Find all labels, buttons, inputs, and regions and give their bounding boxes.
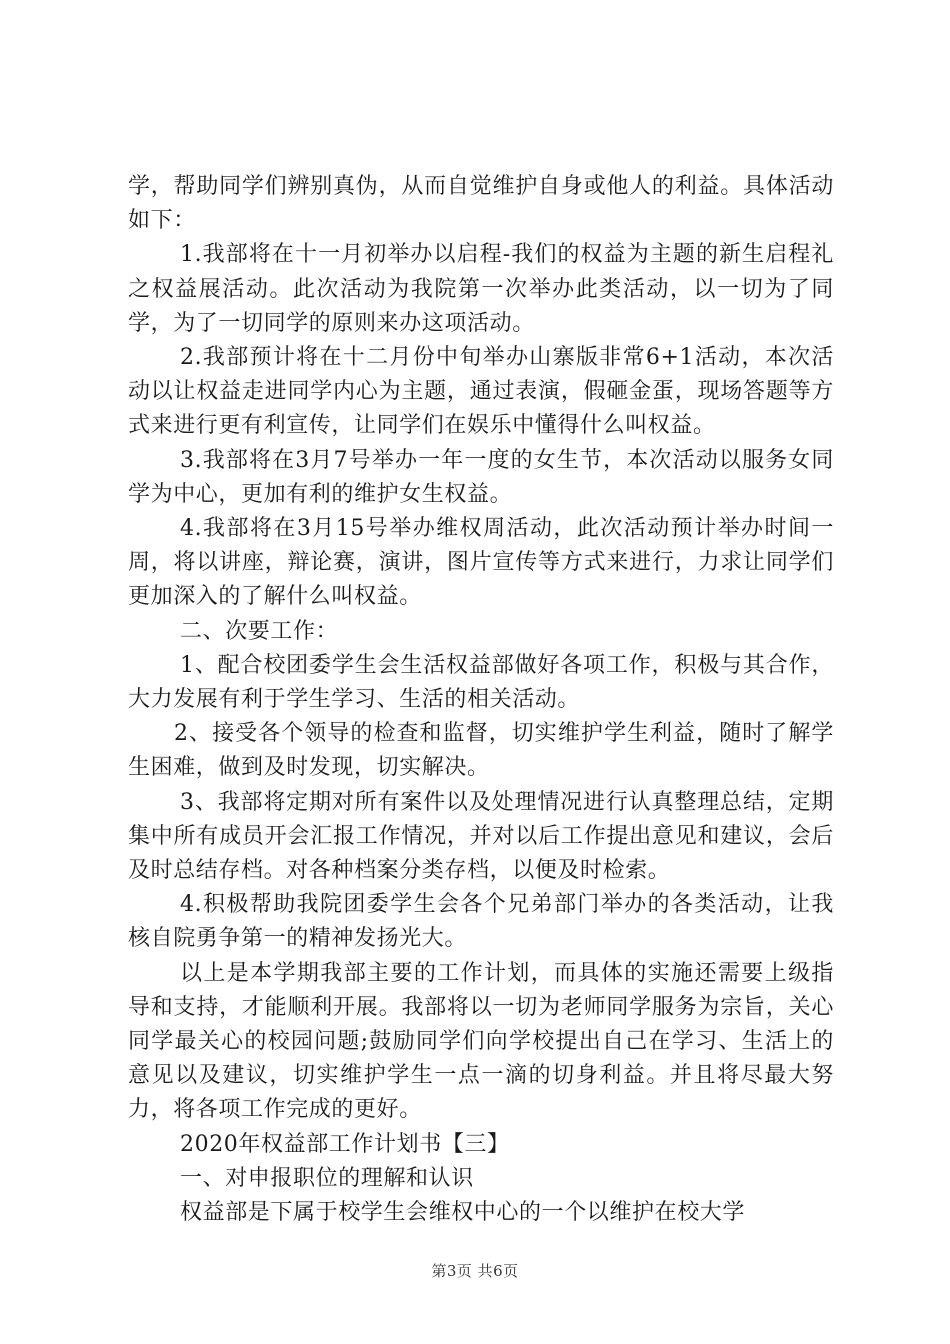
paragraph-continuation: 学，帮助同学们辨别真伪，从而自觉维护自身或他人的利益。具体活动如下：: [128, 174, 834, 234]
paragraph-activity-2: 2.我部预计将在十二月份中旬举办山寨版非常6+1活动，本次活动以让权益走进同学内心为主题，通过表演，假砸金蛋，现场答题等方式来进行更有利宣传，让同学们在娱乐中懂得什么叫权益。: [128, 345, 834, 439]
paragraph-summary: 以上是本学期我部主要的工作计划，而具体的实施还需要上级指导和支持，才能顺利开展。我部将以一切为老师同学服务为宗旨，关心同学最关心的校园问题;鼓励同学们向学校提出自己在学习、生活上的意见以及建议，切实维护学生一点一滴的切身利益。并且将尽最大努力，将各项工作完成的更好。: [128, 960, 834, 1123]
paragraph-activity-4: 4.我部将在3月15号举办维权周活动，此次活动预计举办时间一周，将以讲座，辩论赛，演讲，图片宣传等方式来进行，力求让同学们更加深入的了解什么叫权益。: [128, 516, 834, 610]
paragraph-secondary-4: 4.积极帮助我院团委学生会各个兄弟部门举办的各类活动，让我核自院勇争第一的精神发扬光大。: [128, 892, 834, 952]
plan-title-three: 2020年权益部工作计划书【三】: [180, 1131, 510, 1157]
paragraph-secondary-3: 3、我部将定期对所有案件以及处理情况进行认真整理总结，定期集中所有成员开会汇报工作情况，并对以后工作提出意见和建议，会后及时总结存档。对各种档案分类存档，以便及时检索。: [128, 789, 834, 884]
section-heading-position-understanding: 一、对申报职位的理解和认识: [180, 1165, 474, 1191]
paragraph-activity-1: 1.我部将在十一月初举办以启程-我们的权益为主题的新生启程礼之权益展活动。此次活动为我院第一次举办此类活动，以一切为了同学，为了一切同学的原则来办这项活动。: [128, 242, 834, 336]
document-body: [128, 170, 834, 1230]
paragraph-activity-3: 3.我部将在3月7号举办一年一度的女生节，本次活动以服务女同学为中心，更加有利的维护女生权益。: [128, 447, 834, 507]
paragraph-rights-department: 权益部是下属于校学生会维权中心的一个以维护在校大学: [180, 1200, 746, 1226]
paragraph-secondary-1: 1、配合校团委学生会生活权益部做好各项工作，积极与其合作，大力发展有利于学生学习、生活的相关活动。: [128, 652, 834, 713]
page-footer: 第3页 共6页: [431, 1262, 519, 1280]
paragraph-secondary-2: 2、接受各个领导的检查和监督，切实维护学生利益，随时了解学生困难，做到及时发现，切实解决。: [128, 721, 834, 781]
section-heading-secondary-work: 二、次要工作：: [180, 618, 339, 644]
